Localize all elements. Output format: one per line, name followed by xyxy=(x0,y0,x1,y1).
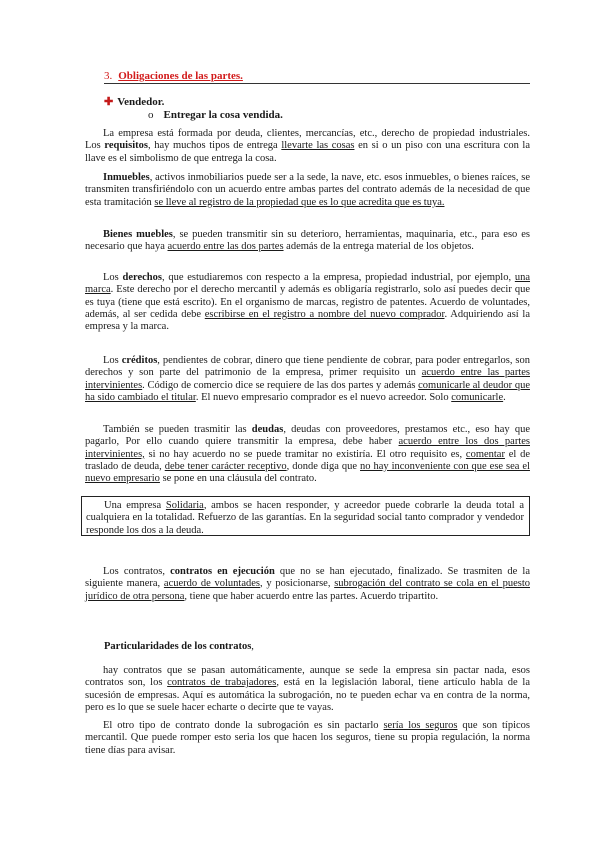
circle-bullet-icon: o xyxy=(148,109,154,121)
text-run: , pendientes de cobrar, dinero que tiene pendiente de cobrar, para poder entregarlos, son derechos y son parte del patrimonio de la empresa, primer requisito un xyxy=(85,355,531,379)
underlined-phrase: comunicarle xyxy=(451,391,504,403)
text-run: El otro tipo de contrato donde la subrogación es sin pactarlo xyxy=(103,720,384,731)
text-run: También se pueden trasmitir las xyxy=(103,424,252,435)
text-run: , donde diga que xyxy=(286,460,361,472)
underlined-phrase: acuerdo entre las dos partes xyxy=(167,241,284,253)
paragraph-entrega xyxy=(85,128,530,165)
box-paragraph xyxy=(82,497,529,537)
paragraph-inmuebles xyxy=(85,172,530,209)
paragraph-contratos-trabajadores xyxy=(85,665,530,714)
paragraph-seguros xyxy=(85,720,530,757)
sub-item-label: Entregar la cosa vendida. xyxy=(163,109,283,121)
text-run: , ambos se hacen responder, y acreedor puede cobrarle la deuda total a cualquiera en la totalidad. Refuerzo de las garantías. En la seguridad social tanto comprador y vendedor responde los dos a la deuda. xyxy=(86,500,524,536)
underlined-phrase: comentar xyxy=(465,448,505,460)
keyword-deudas: deudas xyxy=(251,424,284,435)
text-run: , está en la legislación laboral, tiene artículo habla de la sucesión de empresas. Aquí es automática la subrogación, no te pueden echar va en contra de la norma, pero es lo que se suele hacer echarte o decirte que te vayas. xyxy=(85,677,530,713)
text-run: . El nuevo empresario comprador es el nuevo acreedor. Solo xyxy=(195,391,452,403)
section-heading xyxy=(104,70,530,84)
keyword-derechos: derechos xyxy=(122,272,162,283)
seller-label: Vendedor. xyxy=(117,96,165,108)
section-title: Obligaciones de las partes. xyxy=(118,70,243,82)
section-number: 3. xyxy=(104,70,113,82)
underlined-phrase: contratos de trabajadores xyxy=(167,677,277,689)
underlined-phrase: Solidaria xyxy=(165,500,204,511)
underlined-phrase: llevarte las cosas xyxy=(281,140,355,152)
particularidades-heading xyxy=(104,641,254,653)
underlined-phrase: no hay inconveniente con que ese sea el nuevo empresario xyxy=(85,460,530,485)
text-run: . Código de comercio dice se requiere de las dos partes y además xyxy=(142,379,419,391)
text-run: , activos inmobiliarios puede ser a la sede, la nave, etc. esos inmuebles, o bienes raíces, se transmiten transfiriéndolo con un acuerdo entre ambas partes del contrato además de la necesidad de que esta tramitación xyxy=(85,172,530,208)
underlined-phrase: se lleve al registro de la propiedad que es lo que acredita que es tuya. xyxy=(154,196,445,208)
text-run: , tiene que haber acuerdo entre las partes. Acuerdo tripartito. xyxy=(184,590,439,602)
keyword-bienes-muebles: Bienes muebles xyxy=(103,229,173,240)
particularidades-tail: , xyxy=(251,641,254,652)
text-run: , hay muchos tipos de entrega xyxy=(147,140,282,152)
underlined-phrase: comunicarle al deudor que ha sido cambiado el titular xyxy=(85,379,530,403)
text-run: se pone en una cláusula del contrato. xyxy=(159,473,317,485)
text-run: . Este derecho por el derecho mercantil y además es obligaría registrarlo, solo así puedes decir que es tuya (tiene que está escrito). En el organismo de marcas, registro de patentes. Acuerdo de voluntades, además, al ser cedida debe xyxy=(85,284,530,320)
underlined-phrase: acuerdo entre los dos partes intervinientes, xyxy=(85,436,530,460)
particularidades-title: Particularidades de los contratos xyxy=(104,641,252,652)
text-run: hay contratos que se pasan automáticamente, aunque se sede la empresa sin pactar nada, esos contratos son, los xyxy=(85,665,530,689)
solidaria-box xyxy=(81,496,530,536)
text-run: . Adquiriendo así la empresa y la marca. xyxy=(85,308,530,333)
text-run: Los contratos, xyxy=(103,566,171,577)
paragraph-deudas xyxy=(85,424,530,485)
text-run: , se pueden transmitir sin su deterioro, herramientas, maquinaria, etc., para eso es necesario que haya xyxy=(85,229,530,253)
text-run: además de la entrega material de los objetos. xyxy=(283,241,474,253)
sub-item xyxy=(148,109,283,121)
text-run: que son típicos mercantil. Que puede romper esto seria los que hacen los seguros, tiene su propia regulación, la norma tiene días para avisar. xyxy=(85,720,531,756)
text-run: Los xyxy=(103,272,123,283)
text-run: Una empresa xyxy=(104,500,166,511)
text-run: Los xyxy=(103,355,122,366)
paragraph-derechos xyxy=(85,272,530,333)
underlined-phrase: una marca xyxy=(85,272,531,296)
underlined-phrase: sería los seguros xyxy=(383,720,458,731)
text-run: . xyxy=(503,391,506,403)
text-run: que no se han ejecutado, finalizado. Se trasmiten de la siguiente manera, xyxy=(85,566,530,590)
paragraph-bienes-muebles xyxy=(85,229,530,254)
underlined-phrase: escribirse en el registro a nombre del nuevo comprador xyxy=(204,308,445,320)
seller-item xyxy=(104,96,164,108)
underlined-phrase: acuerdo de voluntades xyxy=(163,578,260,590)
underlined-phrase: subrogación del contrato se cola en el puesto jurídico de otra persona xyxy=(85,578,530,602)
text-run: si no hay acuerdo no se puede tramitar no existiría. El otro requisito es, xyxy=(144,448,466,460)
paragraph-contratos xyxy=(85,566,530,603)
keyword-inmuebles: Inmuebles xyxy=(103,172,150,183)
keyword-requisitos: requisitos xyxy=(104,140,148,152)
keyword-contratos-ejecucion: contratos en ejecución xyxy=(170,566,275,577)
text-run: , y posicionarse, xyxy=(260,578,335,590)
bullet-icon: ✚ xyxy=(104,96,114,108)
underlined-phrase: acuerdo entre las partes intervinientes xyxy=(85,367,530,391)
text-run: , que estudiaremos con respecto a la empresa, propiedad industrial, por ejemplo, xyxy=(161,272,515,283)
text-run: La empresa está formada por deuda, clientes, mercancías, etc., derecho de propiedad industriales. Los xyxy=(85,128,530,152)
paragraph-creditos xyxy=(85,355,530,404)
text-run: en si o un piso con una escritura con la llave es el simbolismo de que entrega la cosa. xyxy=(85,140,531,164)
text-run: , deudas con proveedores, prestamos etc., eso hay que pagarlo, Por ello cuando quiere transmitir la empresa, debe haber xyxy=(85,424,530,448)
keyword-creditos: créditos xyxy=(121,355,158,366)
text-run: el de traslado de deuda, xyxy=(85,448,530,472)
underlined-phrase: debe tener carácter receptivo xyxy=(164,460,287,472)
